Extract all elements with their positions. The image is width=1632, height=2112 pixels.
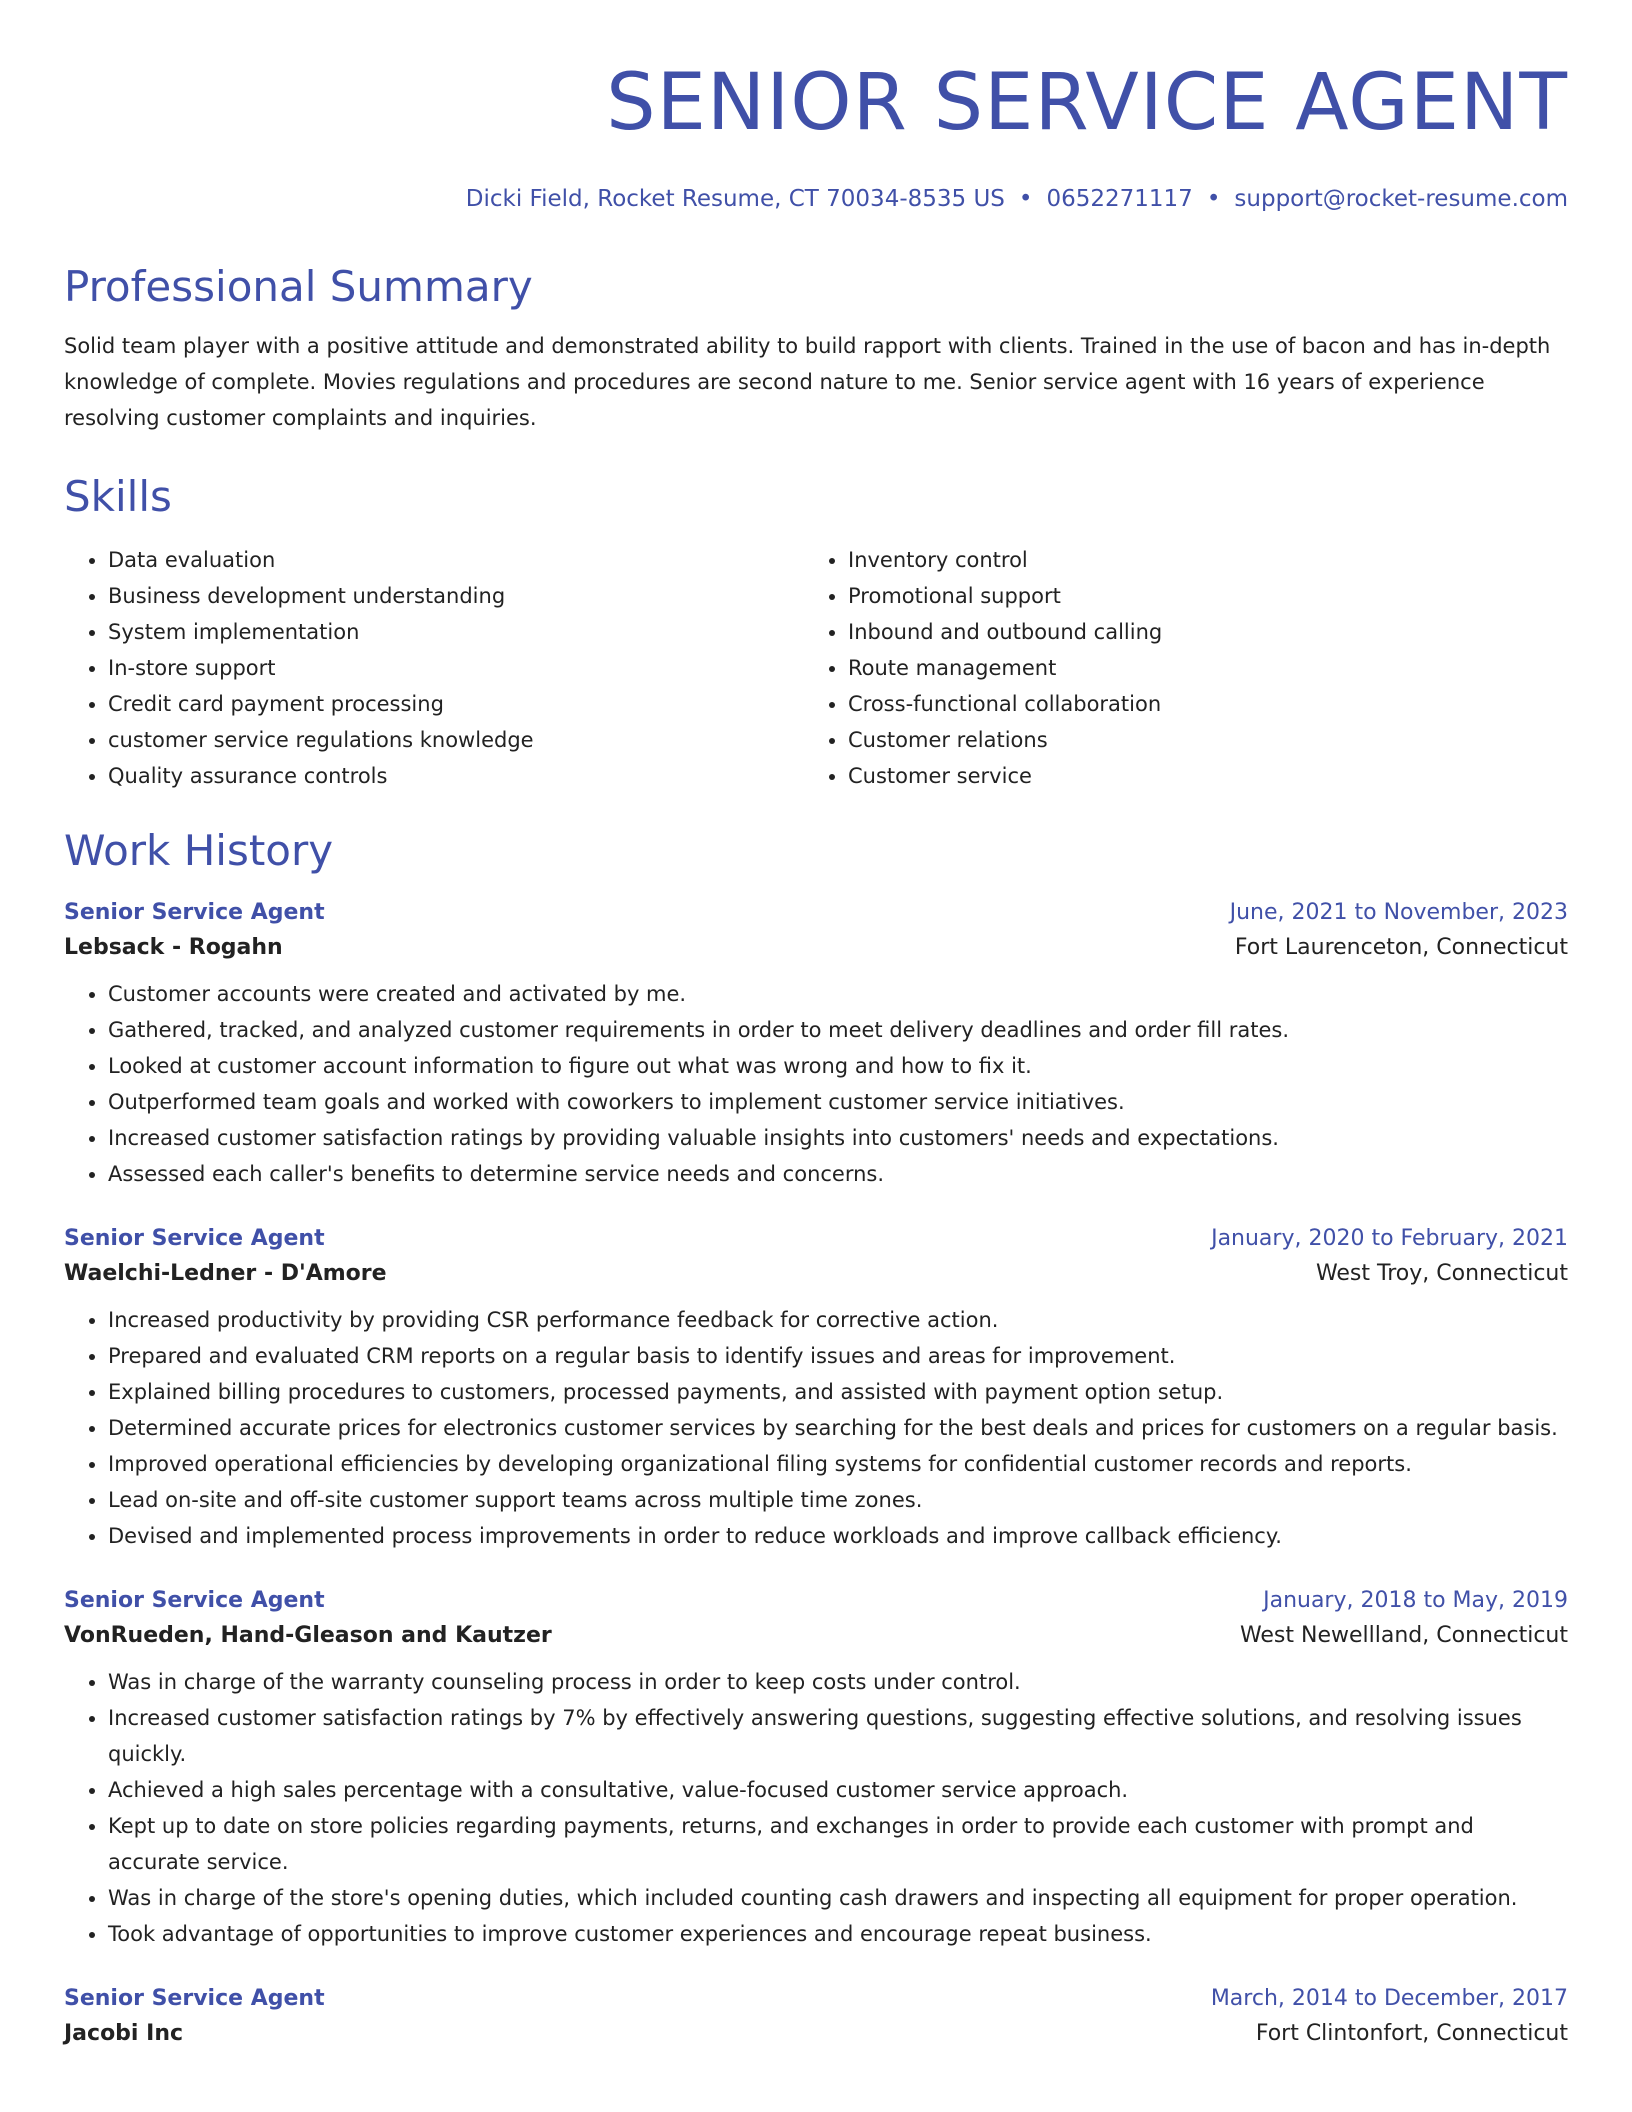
job-bullet: • Achieved a high sales percentage with a consultative, value-focused customer service approach. <box>108 1772 1568 1808</box>
skills-list <box>64 542 1568 794</box>
candidate-title: SENIOR SERVICE AGENT <box>606 58 1568 148</box>
job-bullets <box>64 976 1568 1192</box>
skill-item: • In-store support <box>108 650 804 686</box>
job-bullet: • Outperformed team goals and worked with coworkers to implement customer service initiatives. <box>108 1084 1568 1120</box>
resume-header <box>64 0 1568 212</box>
contact-phone: 0652271117 <box>1046 186 1193 212</box>
job-dates: March, 2014 to December, 2017 <box>1210 1986 1568 2011</box>
skill-item: • System implementation <box>108 614 804 650</box>
job-bullet: • Explained billing procedures to customers, processed payments, and assisted with payment option setup. <box>108 1374 1568 1410</box>
job-dates: January, 2020 to February, 2021 <box>1211 1226 1568 1251</box>
job-entry <box>64 900 1568 1192</box>
job-bullet: • Determined accurate prices for electronics customer services by searching for the best deals and prices for customers on a regular basis. <box>108 1410 1568 1446</box>
job-company: Waelchi-Ledner - D'Amore <box>64 1261 387 1286</box>
job-bullet: • Gathered, tracked, and analyzed customer requirements in order to meet delivery deadlines and order fill rates. <box>108 1012 1568 1048</box>
contact-separator: • <box>1206 186 1221 212</box>
job-header <box>64 1588 1568 1613</box>
job-dates: June, 2021 to November, 2023 <box>1229 900 1568 925</box>
skill-item: • Route management <box>848 650 1544 686</box>
job-bullet: • Increased customer satisfaction ratings by providing valuable insights into customers' needs and expectations. <box>108 1120 1568 1156</box>
skill-item: • Quality assurance controls <box>108 758 804 794</box>
job-title: Senior Service Agent <box>64 900 325 925</box>
job-company: Jacobi Inc <box>64 2021 184 2046</box>
skill-item: • Customer service <box>848 758 1544 794</box>
job-title: Senior Service Agent <box>64 1226 325 1251</box>
job-dates: January, 2018 to May, 2019 <box>1263 1588 1568 1613</box>
skill-item: • customer service regulations knowledge <box>108 722 804 758</box>
job-entry <box>64 1986 1568 2046</box>
job-bullet: • Increased productivity by providing CSR performance feedback for corrective action. <box>108 1302 1568 1338</box>
contact-line <box>64 186 1568 212</box>
job-location: West Troy, Connecticut <box>1315 1261 1568 1286</box>
job-bullet: • Lead on-site and off-site customer support teams across multiple time zones. <box>108 1482 1568 1518</box>
job-title: Senior Service Agent <box>64 1986 325 2011</box>
job-bullet: • Increased customer satisfaction ratings by 7% by effectively answering questions, suggesting effective solutions, and resolving issues quickly. <box>108 1700 1568 1772</box>
job-header <box>64 1986 1568 2011</box>
work-history-heading: Work History <box>64 826 334 875</box>
skill-item: • Data evaluation <box>108 542 804 578</box>
skill-item: • Inbound and outbound calling <box>848 614 1544 650</box>
job-bullet: • Looked at customer account information to figure out what was wrong and how to fix it. <box>108 1048 1568 1084</box>
skill-item: • Credit card payment processing <box>108 686 804 722</box>
job-bullet: • Assessed each caller's benefits to determine service needs and concerns. <box>108 1156 1568 1192</box>
summary-heading: Professional Summary <box>64 262 533 311</box>
skill-item: • Customer relations <box>848 722 1544 758</box>
job-bullet: • Customer accounts were created and activated by me. <box>108 976 1568 1012</box>
job-company: VonRueden, Hand-Gleason and Kautzer <box>64 1623 552 1648</box>
job-bullet: • Improved operational efficiencies by developing organizational filing systems for confidential customer records and reports. <box>108 1446 1568 1482</box>
job-bullet: • Prepared and evaluated CRM reports on a regular basis to identify issues and areas for improvement. <box>108 1338 1568 1374</box>
summary-text: Solid team player with a positive attitude and demonstrated ability to build rapport with clients. Trained in the use of bacon and has in-depth knowledge of complete. Movies regulations and procedures are second nature to me. Senior service agent with 16 years of experience resolving customer complaints and inquiries. <box>64 334 1551 430</box>
job-bullets <box>64 1664 1568 1952</box>
job-bullet: • Was in charge of the warranty counseling process in order to keep costs under control. <box>108 1664 1568 1700</box>
job-bullet: • Kept up to date on store policies regarding payments, returns, and exchanges in order to provide each customer with prompt and accurate service. <box>108 1808 1568 1880</box>
job-company: Lebsack - Rogahn <box>64 935 283 960</box>
job-subheader <box>64 2021 1568 2046</box>
skill-item: • Cross-functional collaboration <box>848 686 1544 722</box>
job-location: Fort Laurenceton, Connecticut <box>1234 935 1568 960</box>
job-entry <box>64 1226 1568 1554</box>
job-bullet: • Devised and implemented process improvements in order to reduce workloads and improve callback efficiency. <box>108 1518 1568 1554</box>
skills-column-right <box>804 542 1544 794</box>
job-bullets <box>64 1302 1568 1554</box>
job-header <box>64 1226 1568 1251</box>
skill-item: • Promotional support <box>848 578 1544 614</box>
job-location: Fort Clintonfort, Connecticut <box>1255 2021 1568 2046</box>
job-bullet: • Took advantage of opportunities to improve customer experiences and encourage repeat business. <box>108 1916 1568 1952</box>
skill-item: • Inventory control <box>848 542 1544 578</box>
job-title: Senior Service Agent <box>64 1588 325 1613</box>
job-header <box>64 900 1568 925</box>
work-history-list <box>64 900 1568 2046</box>
job-subheader <box>64 1261 1568 1286</box>
job-bullet: • Was in charge of the store's opening duties, which included counting cash drawers and inspecting all equipment for proper operation. <box>108 1880 1568 1916</box>
job-location: West Newellland, Connecticut <box>1239 1623 1568 1648</box>
skills-column-left <box>64 542 804 794</box>
contact-separator: • <box>1018 186 1033 212</box>
skill-item: • Business development understanding <box>108 578 804 614</box>
job-subheader <box>64 1623 1568 1648</box>
job-subheader <box>64 935 1568 960</box>
contact-address: Dicki Field, Rocket Resume, CT 70034-8535 US <box>465 186 1005 212</box>
contact-email: support@rocket-resume.com <box>1234 186 1568 212</box>
skills-heading: Skills <box>64 472 172 521</box>
job-entry <box>64 1588 1568 1952</box>
